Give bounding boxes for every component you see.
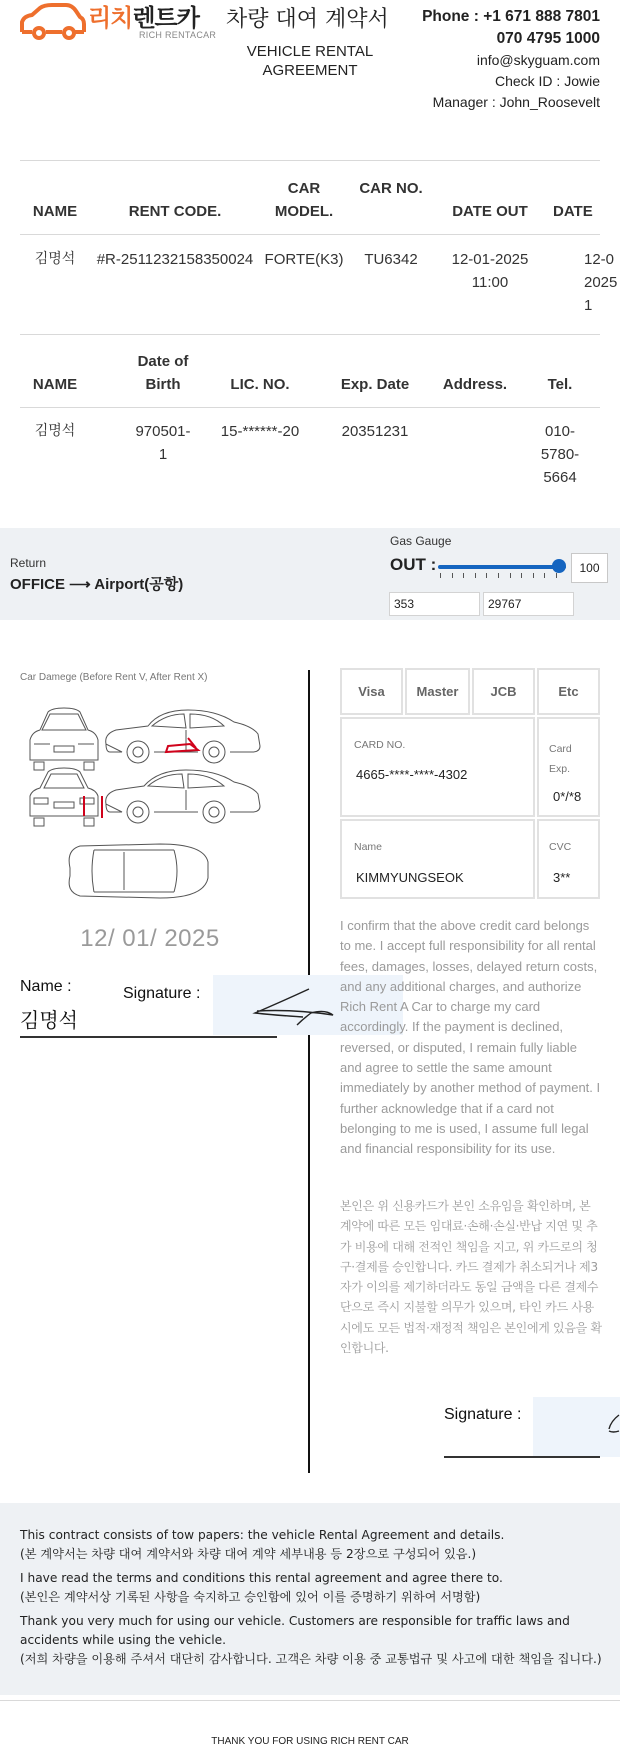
- manager-name: Manager : John_Roosevelt: [432, 94, 600, 110]
- terms-p1-en: This contract consists of tow papers: the vehicle Rental Agreement and details.: [20, 1528, 505, 1542]
- car-damage-diagram[interactable]: [20, 700, 270, 905]
- page-title-kr: 차량 대여 계약서: [226, 7, 389, 32]
- col-header-rent-code: RENT CODE.: [128, 203, 222, 220]
- check-id: Check ID : Jowie: [494, 73, 600, 89]
- gauge-tick: [440, 573, 441, 578]
- col-header-date-in: DATE: [553, 203, 593, 220]
- table-cell-name: 김명석: [34, 423, 76, 439]
- damage-label: Car Damege (Before Rent V, After Rent X): [20, 672, 208, 683]
- return-route: OFFICE ⟶ Airport(공항): [10, 576, 184, 593]
- signature-underline-right: [444, 1456, 600, 1458]
- footer-thanks: THANK YOU FOR USING RICH RENT CAR: [211, 1736, 409, 1747]
- terms-p1-kr: (본 계약서는 차량 대여 계약서와 차량 대여 계약 세부내용 등 2장으로 구성되어 있음.): [20, 1547, 477, 1561]
- card-number-field[interactable]: [340, 717, 535, 817]
- card-exp-label: Card Exp.: [549, 743, 572, 775]
- phone-secondary[interactable]: 070 4795 1000: [496, 30, 600, 47]
- card-exp-value: 0*/*8: [553, 789, 582, 804]
- consent-text-kr: 본인은 위 신용카드가 본인 소유임을 확인하며, 본 계약에 따른 모든 임대료·손해·손실·반납 지연 및 추가 비용에 대해 전적인 책임을 지고, 위 카드로의 청구·결제를 승인합니다. 카드 결제가 취소되거나 제3자가 이의를 제기하더라도 동일 금액을 다른 결제수단으로 즉시 지불할 의무가 있으며, 타인 카드 사용 시에도 모든 법적·재정적 책임은 본인에게 있음을 확인합니다.: [340, 1199, 602, 1356]
- logo-wordmark-b: 렌트카: [132, 4, 199, 32]
- gauge-tick: [521, 573, 522, 578]
- gas-gauge-value[interactable]: 100: [571, 553, 608, 583]
- card-number-value: 4665-****-****-4302: [356, 767, 468, 782]
- logo-wordmark: [88, 0, 199, 33]
- table-header-border: [20, 234, 600, 235]
- col-header-tel: Tel.: [547, 376, 573, 393]
- col-header-address: Address.: [442, 376, 508, 393]
- brand-logo: [18, 0, 223, 44]
- gauge-tick: [556, 573, 557, 578]
- renter-name-value: 김명석: [20, 1008, 78, 1032]
- table-cell-name: 김명석: [34, 251, 76, 267]
- table-cell-car-model: FORTE(K3): [264, 251, 344, 268]
- table-cell-exp-date: 20351231: [341, 423, 409, 440]
- logo-wordmark-a: 리치: [88, 4, 133, 32]
- terms-panel: [0, 1503, 620, 1695]
- cardholder-name-field[interactable]: [340, 819, 535, 899]
- terms-p3-en: Thank you very much for using our vehicle. Customers are responsible for traffic laws and accidents while using the vehicle.: [20, 1614, 570, 1647]
- card-cvc-field[interactable]: [537, 819, 600, 899]
- col-header-name: NAME: [32, 203, 78, 220]
- card-brand-jcb[interactable]: JCB: [472, 668, 535, 715]
- renter-name-label: Name :: [20, 978, 72, 995]
- col-header-dob: Date of Birth: [137, 353, 189, 393]
- email-link[interactable]: info@skyguam.com: [476, 52, 600, 68]
- signature-label-right: Signature :: [444, 1406, 522, 1423]
- card-brand-master[interactable]: Master: [405, 668, 470, 715]
- cardholder-name-value: KIMMYUNGSEOK: [356, 870, 464, 885]
- car-logo-icon: [18, 2, 86, 44]
- card-brand-visa[interactable]: Visa: [340, 668, 403, 715]
- table-top-border: [20, 334, 600, 335]
- gas-gauge-label: Gas Gauge: [390, 534, 452, 548]
- driver-table: [20, 334, 600, 504]
- column-divider: [308, 670, 310, 1473]
- gauge-tick: [533, 573, 534, 578]
- gas-gauge-thumb[interactable]: [552, 559, 566, 573]
- table-cell-rent-code: #R-2511232158350024: [96, 251, 254, 268]
- table-cell-dob: 970501-1: [135, 423, 191, 463]
- card-cvc-label: CVC: [549, 841, 572, 853]
- col-header-name: NAME: [32, 376, 78, 393]
- odometer-out-field[interactable]: 353: [389, 592, 480, 616]
- name-underline: [20, 1036, 277, 1038]
- card-exp-field[interactable]: [537, 717, 600, 817]
- table-cell-date-out: 12-01-2025 11:00: [451, 251, 529, 291]
- gauge-tick: [486, 573, 487, 578]
- col-header-exp-date: Exp. Date: [340, 376, 410, 393]
- signature-label-left: Signature :: [123, 985, 201, 1002]
- card-brand-etc[interactable]: Etc: [537, 668, 600, 715]
- col-header-date-out: DATE OUT: [452, 203, 528, 220]
- contract-date: 12/ 01/ 2025: [80, 925, 220, 952]
- signature-stroke: [533, 1397, 620, 1457]
- gas-gauge-slider[interactable]: [438, 565, 566, 569]
- col-header-car-no: CAR NO.: [359, 180, 423, 197]
- return-gas-band: [0, 528, 620, 620]
- rental-table: [20, 160, 618, 330]
- table-cell-tel: 010-5780-5664: [540, 423, 580, 486]
- damage-marks: [84, 738, 198, 818]
- gauge-tick: [510, 573, 511, 578]
- col-header-car-model: CAR MODEL.: [274, 180, 334, 220]
- table-cell-car-no: TU6342: [364, 251, 418, 268]
- table-cell-date-in: 12-0 2025 1: [584, 251, 618, 314]
- consent-text-en: I confirm that the above credit card belongs to me. I accept full responsibility for all rental fees, damages, losses, delayed return costs, and any additional charges, and authorize Rich Rent A Car to charge my card accordingly. If the payment is declined, reversed, or disputed, I remain fully liable and agree to settle the same amount immediately by another method of payment. I further acknowledge that if a card not belonging to me is used, I assume full legal and financial responsibility for its use.: [340, 918, 601, 1157]
- page-title-en: VEHICLE RENTAL AGREEMENT: [246, 43, 374, 79]
- gauge-tick: [452, 573, 453, 578]
- gas-out-label: OUT :: [390, 555, 437, 574]
- odometer-in-field[interactable]: 29767: [483, 592, 574, 616]
- header: [0, 0, 620, 120]
- table-header-border: [20, 407, 600, 408]
- footer-divider: [0, 1700, 620, 1701]
- phone-primary[interactable]: Phone : +1 671 888 7801: [422, 8, 600, 25]
- cardholder-name-label: Name: [354, 841, 383, 853]
- gauge-tick: [475, 573, 476, 578]
- card-cvc-value: 3**: [553, 870, 571, 885]
- gauge-tick: [544, 573, 545, 578]
- terms-p2-en: I have read the terms and conditions this rental agreement and agree there to.: [20, 1571, 503, 1585]
- col-header-lic-no: LIC. NO.: [230, 376, 290, 393]
- terms-p3-kr: (저희 차량을 이용해 주셔서 대단히 감사합니다. 고객은 차량 이용 중 교통법규 및 사고에 대한 책임을 집니다.): [20, 1652, 602, 1666]
- signature-pad-right[interactable]: [533, 1397, 620, 1457]
- gauge-tick: [463, 573, 464, 578]
- contact-block: [422, 6, 600, 113]
- return-label: Return: [10, 556, 47, 570]
- logo-subtext: RICH RENTACAR: [139, 30, 217, 40]
- table-cell-lic-no: 15-******-20: [220, 423, 300, 440]
- terms-p2-kr: (본인은 계약서상 기록된 사항을 숙지하고 승인함에 있어 이를 증명하기 위하여 서명함): [20, 1590, 481, 1604]
- gas-gauge-ticks: [440, 573, 556, 579]
- gauge-tick: [498, 573, 499, 578]
- table-top-border: [20, 160, 600, 161]
- card-number-label: CARD NO.: [354, 739, 406, 751]
